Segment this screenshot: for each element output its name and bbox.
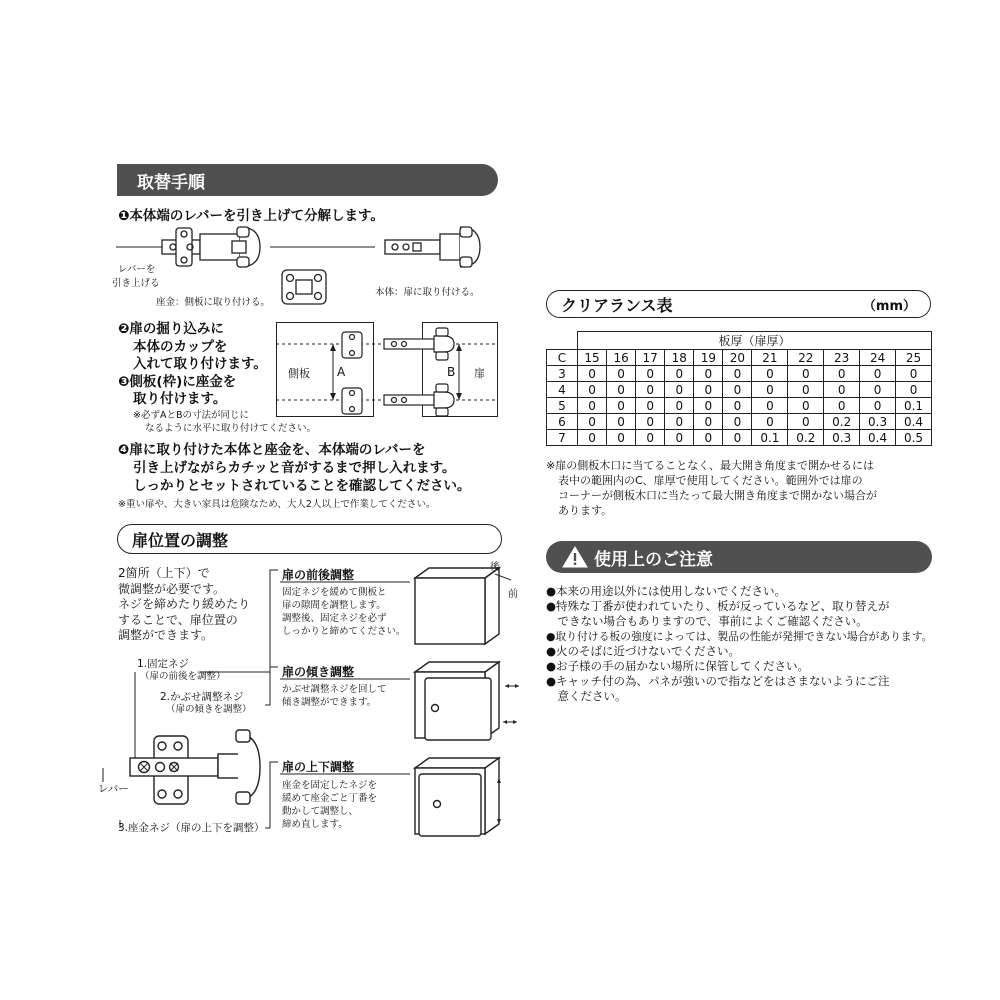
value-cell: 0	[788, 398, 824, 414]
lever-label-1: レバーを	[118, 264, 156, 275]
caution-item: ●火のそばに近づけないでください。	[546, 644, 741, 658]
intro-line: ネジを締めたり緩めたり	[118, 597, 251, 611]
thickness-cell: 15	[578, 350, 607, 366]
step2-line3: 入れて取り付けます。	[133, 356, 267, 372]
clearance-table	[546, 331, 932, 446]
clearance-header	[546, 290, 931, 318]
value-cell: 0	[578, 414, 607, 430]
value-cell: 0	[665, 430, 694, 446]
thickness-cell: 21	[752, 350, 788, 366]
value-cell: 0	[788, 382, 824, 398]
table-header-row	[547, 332, 932, 350]
screw1-label: 1.固定ネジ	[137, 658, 190, 670]
value-cell: 0	[752, 414, 788, 430]
note-ab-line1: ※必ずAとBの寸法が同じに	[133, 410, 249, 421]
label-a: A	[337, 365, 346, 379]
caution-list	[546, 584, 936, 704]
updown-body	[282, 779, 377, 831]
warning-text: ※重い扉や、大きい家具は危険なため、大人2人以上で作業してください。	[118, 499, 436, 510]
table-row	[547, 414, 932, 430]
thickness-cell: 19	[694, 350, 723, 366]
value-cell: 0	[578, 382, 607, 398]
value-cell: 0	[636, 366, 665, 382]
caution-item: ●お子様の手の届かない場所に保管してください。	[546, 659, 810, 673]
value-cell: 0	[578, 398, 607, 414]
value-cell: 0	[665, 414, 694, 430]
body-line: 締め直します。	[282, 819, 348, 830]
screw1-sub: （扉の前後を調整）	[140, 671, 226, 682]
thickness-cell: 16	[607, 350, 636, 366]
value-cell: 0	[694, 398, 723, 414]
value-cell: 0	[607, 366, 636, 382]
install-header-text: 取替手順	[137, 172, 205, 193]
base-label: 座金：側板に取り付ける。	[156, 297, 271, 308]
value-cell: 0	[723, 382, 752, 398]
caution-header-text: 使用上のご注意	[594, 549, 713, 570]
screw2-label: 2.かぶせ調整ネジ	[160, 691, 244, 703]
warning-triangle-icon	[562, 546, 588, 568]
value-cell: 0	[694, 366, 723, 382]
label-back: 後	[490, 562, 500, 573]
value-cell: 0	[636, 398, 665, 414]
note-line: コーナーが側板木口に当たって最大開き角度まで開かない場合が	[558, 489, 877, 502]
value-cell: 0	[607, 414, 636, 430]
value-cell: 0	[723, 430, 752, 446]
table-thickness-row	[547, 350, 932, 366]
value-cell: 0.1	[752, 430, 788, 446]
value-cell: 0	[896, 366, 932, 382]
intro-line: 2箇所（上下）で	[118, 566, 210, 580]
value-cell: 0	[665, 398, 694, 414]
body-line: しっかりと締めてください。	[282, 626, 406, 637]
body-line: 座金を固定したネジを	[282, 780, 378, 791]
value-cell: 0	[860, 398, 896, 414]
body-line: 固定ネジを緩めて側板と	[282, 587, 387, 598]
lever-label-2: 引き上げる	[112, 278, 160, 289]
body-line: 調整後、固定ネジを必ず	[282, 613, 387, 624]
c-label: C	[547, 350, 578, 366]
value-cell: 0.2	[788, 430, 824, 446]
front-back-title: 扉の前後調整	[282, 568, 355, 582]
value-cell: 0	[607, 398, 636, 414]
caution-item: ●本来の用途以外には使用しないでください。	[546, 584, 787, 598]
step2-line2: 本体のカップを	[133, 339, 228, 355]
caution-item: ●特殊な丁番が使われていたり、板が反っているなど、取り替えが	[546, 599, 890, 613]
value-cell: 0	[578, 366, 607, 382]
table-corner	[547, 332, 578, 350]
thickness-cell: 24	[860, 350, 896, 366]
value-cell: 0	[607, 430, 636, 446]
value-cell: 0.4	[860, 430, 896, 446]
value-cell: 0	[665, 366, 694, 382]
step4-line2: 引き上げながらカチッと音がするまで押し入れます。	[133, 460, 456, 476]
value-cell: 0	[896, 382, 932, 398]
value-cell: 0.3	[860, 414, 896, 430]
value-cell: 0.4	[896, 414, 932, 430]
caution-item: ●キャッチ付の為、パネが強いので指などをはさまないようにご注	[546, 674, 890, 688]
c-cell: 5	[547, 398, 578, 414]
step3-line1: ❸側板(枠)に座金を	[118, 374, 237, 390]
thickness-cell: 18	[665, 350, 694, 366]
note-line: ※扉の側板木口に当てることなく、最大開き角度まで開かせるには	[546, 459, 874, 472]
value-cell: 0	[723, 414, 752, 430]
body-line: 扉の隙間を調整します。	[282, 600, 386, 611]
label-b: B	[447, 365, 456, 379]
value-cell: 0	[752, 366, 788, 382]
step2-line1: ❷扉の掘り込みに	[118, 321, 224, 337]
note-line: 表中の範囲内のC、扉厚で使用してください。範囲外では扉の	[558, 474, 863, 487]
caution-item: ●取り付ける板の強度によっては、製品の性能が発揮できない場合があります。	[546, 630, 933, 643]
tilt-body	[282, 683, 387, 709]
value-cell: 0	[636, 414, 665, 430]
step4-line1: ❹扉に取り付けた本体と座金を、本体端のレバーを	[118, 442, 426, 458]
value-cell: 0	[578, 430, 607, 446]
hinge-detail-drawing	[118, 728, 268, 813]
table-row	[547, 398, 932, 414]
adjust-header-text: 扉位置の調整	[132, 530, 229, 550]
value-cell: 0	[694, 430, 723, 446]
body-line: 傾き調整ができます。	[282, 697, 377, 708]
caution-header	[546, 541, 932, 573]
caution-item: できない場合もありますので、事前によくご確認ください。	[546, 614, 868, 628]
value-cell: 0	[665, 382, 694, 398]
intro-line: 調整ができます。	[118, 628, 214, 642]
lever-label: レバー	[98, 783, 129, 795]
label-side-panel: 側板	[288, 367, 310, 380]
front-back-body	[282, 586, 406, 638]
screw3-label: 3.座金ネジ（扉の上下を調整）	[118, 822, 265, 834]
c-cell: 3	[547, 366, 578, 382]
value-cell: 0.2	[824, 414, 860, 430]
value-cell: 0	[752, 382, 788, 398]
clearance-note	[546, 458, 877, 518]
note-ab-line2: なるように水平に取り付けてください。	[145, 423, 317, 434]
value-cell: 0	[723, 366, 752, 382]
body-label: 本体：扉に取り付ける。	[375, 287, 480, 298]
thickness-cell: 23	[824, 350, 860, 366]
value-cell: 0	[694, 414, 723, 430]
c-cell: 4	[547, 382, 578, 398]
thickness-cell: 22	[788, 350, 824, 366]
step1-text: ❶本体端のレバーを引き上げて分解します。	[118, 208, 384, 224]
value-cell: 0	[860, 382, 896, 398]
value-cell: 0	[694, 382, 723, 398]
value-cell: 0	[788, 414, 824, 430]
value-cell: 0.3	[824, 430, 860, 446]
step3-line2: 取り付けます。	[133, 391, 227, 407]
thickness-cell: 20	[723, 350, 752, 366]
note-line: あります。	[558, 504, 613, 517]
value-cell: 0	[788, 366, 824, 382]
table-row	[547, 430, 932, 446]
c-cell: 6	[547, 414, 578, 430]
thickness-cell: 17	[636, 350, 665, 366]
value-cell: 0.1	[896, 398, 932, 414]
value-cell: 0	[824, 366, 860, 382]
label-front: 前	[508, 589, 518, 600]
table-row	[547, 382, 932, 398]
label-door: 扉	[474, 367, 485, 380]
step4-line3: しっかりとセットされていることを確認してください。	[133, 478, 471, 494]
value-cell: 0	[824, 398, 860, 414]
table-row	[547, 366, 932, 382]
thickness-label: 板厚（扉厚）	[578, 332, 932, 350]
tilt-title: 扉の傾き調整	[282, 665, 355, 679]
intro-line: 微調整が必要です。	[118, 581, 226, 596]
caution-item: 意ください。	[546, 689, 627, 703]
c-cell: 7	[547, 430, 578, 446]
value-cell: 0	[824, 382, 860, 398]
thickness-cell: 25	[896, 350, 932, 366]
value-cell: 0	[607, 382, 636, 398]
body-line: かぶせ調整ネジを回して	[282, 684, 387, 695]
cabinet-illustrations	[405, 560, 525, 845]
updown-title: 扉の上下調整	[282, 760, 355, 774]
value-cell: 0	[723, 398, 752, 414]
clearance-header-text: クリアランス表	[561, 295, 673, 315]
value-cell: 0	[752, 398, 788, 414]
clearance-unit: （mm）	[862, 298, 916, 314]
screw2-sub: （扉の傾きを調整）	[166, 704, 252, 715]
body-line: 動かして調整し、	[282, 806, 359, 817]
value-cell: 0	[636, 430, 665, 446]
value-cell: 0	[636, 382, 665, 398]
intro-line: することで、扉位置の	[118, 612, 238, 627]
value-cell: 0	[860, 366, 896, 382]
body-line: 緩めて座金ごと丁番を	[282, 793, 378, 804]
value-cell: 0.5	[896, 430, 932, 446]
